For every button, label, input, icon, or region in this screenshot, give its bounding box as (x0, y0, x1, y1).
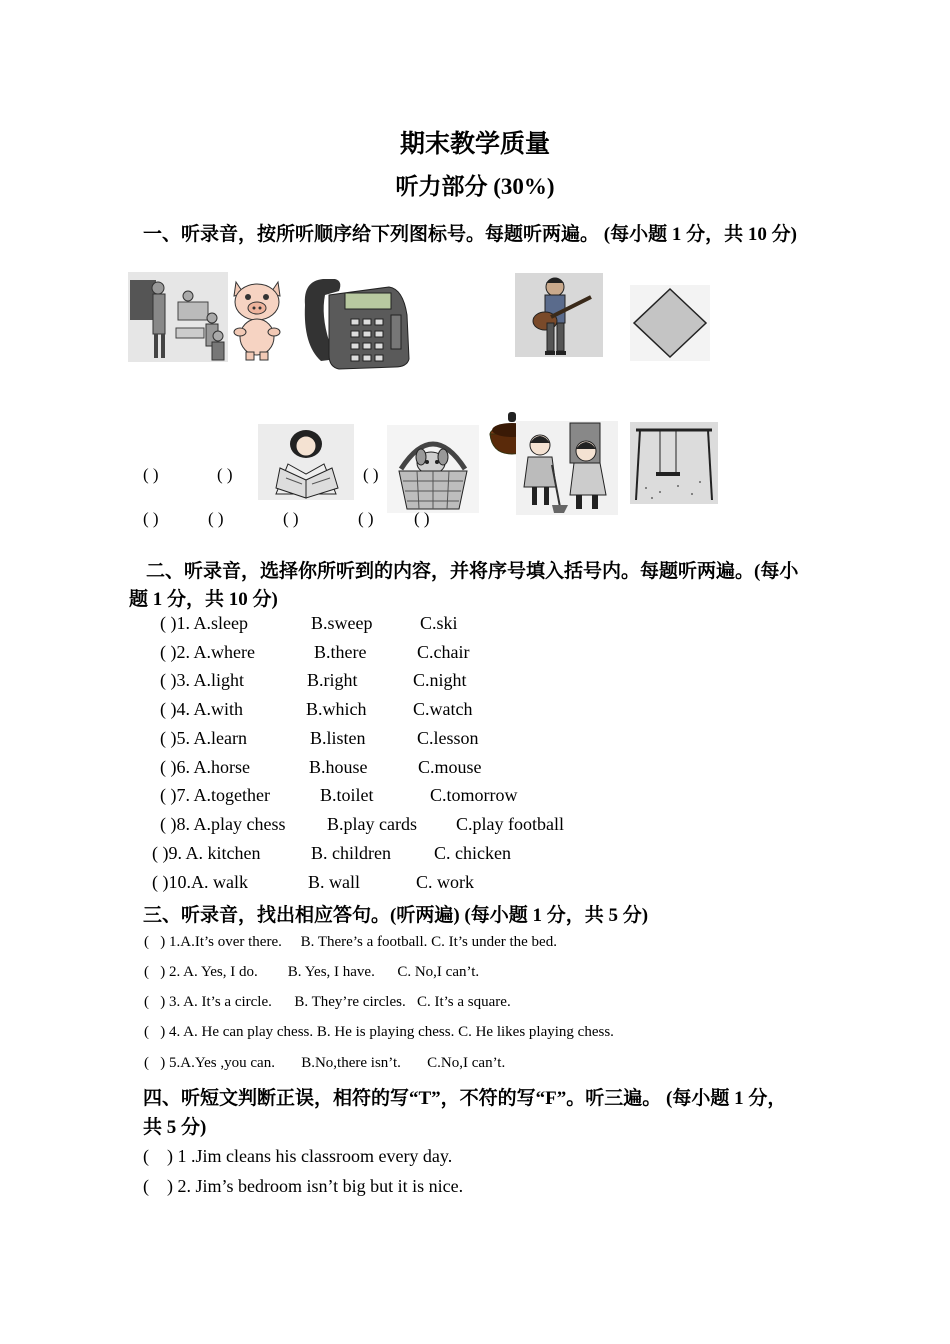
classroom-picture (128, 272, 230, 362)
list-item: ( ) 2. Jim’s bedroom isn’t big but it is nice. (143, 1176, 464, 1196)
dog-basket-picture (387, 425, 479, 513)
list-item (160, 642, 760, 666)
list-item (160, 757, 760, 781)
section3-heading: 三、听录音，找出相应答句。(听两遍) (每小题 1 分，共 5 分) (143, 905, 649, 926)
list-item: ( ) 1 .Jim cleans his classroom every day. (143, 1146, 453, 1166)
list-item: ( ) 1.A.It’s over there. B. There’s a football. C. It’s under the bed. (144, 934, 557, 950)
option-b: B. wall (308, 872, 360, 892)
option-b: B.sweep (311, 613, 373, 633)
page-title: 期末教学质量 (399, 131, 550, 158)
option-b: B.house (309, 757, 368, 777)
option-c: C.play football (456, 814, 564, 834)
option-c: C.lesson (417, 728, 479, 748)
option-a: ( )3. A.light (160, 670, 244, 690)
picture-answer-bracket[interactable]: ( ) (143, 465, 159, 484)
option-c: C.tomorrow (430, 785, 518, 805)
option-a: ( )1. A.sleep (160, 613, 248, 633)
option-a: ( )9. A. kitchen (152, 843, 261, 863)
section4-heading-cont: 共 5 分) (143, 1117, 207, 1138)
page-subtitle: 听力部分 (30%) (395, 174, 555, 199)
option-b: B.toilet (320, 785, 374, 805)
option-c: C.ski (420, 613, 458, 633)
option-a: ( )5. A.learn (160, 728, 247, 748)
section4-heading: 四、听短文判断正误，相符的写“T”，不符的写“F”。听三遍。 (每小题 1 分， (143, 1088, 787, 1109)
telephone-picture (299, 275, 413, 371)
picture-answer-bracket[interactable]: ( ) (283, 509, 299, 528)
picture-answer-bracket[interactable]: ( ) (358, 509, 374, 528)
list-item (160, 699, 760, 723)
diamond-picture (630, 285, 710, 361)
list-item (152, 843, 752, 867)
option-b: B.right (307, 670, 358, 690)
option-b: B.listen (310, 728, 366, 748)
list-item: ( ) 4. A. He can play chess. B. He is playing chess. C. He likes playing chess. (144, 1024, 614, 1040)
option-b: B.there (314, 642, 367, 662)
picture-answer-bracket[interactable]: ( ) (217, 465, 233, 484)
swing-picture (630, 422, 718, 504)
option-b: B.play cards (327, 814, 417, 834)
option-a: ( )2. A.where (160, 642, 255, 662)
list-item (160, 613, 760, 637)
option-a: ( )8. A.play chess (160, 814, 286, 834)
option-b: B.which (306, 699, 367, 719)
option-c: C.night (413, 670, 467, 690)
list-item (160, 728, 760, 752)
option-a: ( )7. A.together (160, 785, 270, 805)
list-item: ( ) 3. A. It’s a circle. B. They’re circles. C. It’s a square. (144, 994, 511, 1010)
girl-reading-picture (258, 424, 354, 500)
list-item (160, 814, 760, 838)
list-item (160, 785, 760, 809)
option-c: C.watch (413, 699, 473, 719)
option-c: C. chicken (434, 843, 511, 863)
section2-heading-cont: 题 1 分，共 10 分) (129, 589, 278, 610)
option-a: ( )10.A. walk (152, 872, 248, 892)
option-b: B. children (311, 843, 391, 863)
option-c: C.mouse (418, 757, 482, 777)
list-item: ( ) 5.A.Yes ,you can. B.No,there isn’t. C.No,I can’t. (144, 1055, 506, 1071)
option-c: C.chair (417, 642, 470, 662)
girls-sweeping-picture (516, 421, 618, 515)
pig-picture (228, 272, 286, 364)
section2-heading: 二、听录音，选择你所听到的内容，并将序号填入括号内。每题听两遍。(每小 (146, 561, 799, 582)
list-item: ( ) 2. A. Yes, I do. B. Yes, I have. C. No,I can’t. (144, 964, 480, 980)
option-c: C. work (416, 872, 474, 892)
picture-answer-bracket[interactable]: ( ) (363, 465, 379, 484)
section1-heading: 一、听录音，按所听顺序给下列图标号。每题听两遍。 (每小题 1 分，共 10 分) (143, 224, 797, 245)
boy-guitar-picture (515, 273, 603, 357)
picture-answer-bracket[interactable]: ( ) (414, 509, 430, 528)
picture-answer-bracket[interactable]: ( ) (143, 509, 159, 528)
option-a: ( )4. A.with (160, 699, 243, 719)
option-a: ( )6. A.horse (160, 757, 250, 777)
list-item (160, 670, 760, 694)
picture-answer-bracket[interactable]: ( ) (208, 509, 224, 528)
list-item (152, 872, 752, 896)
